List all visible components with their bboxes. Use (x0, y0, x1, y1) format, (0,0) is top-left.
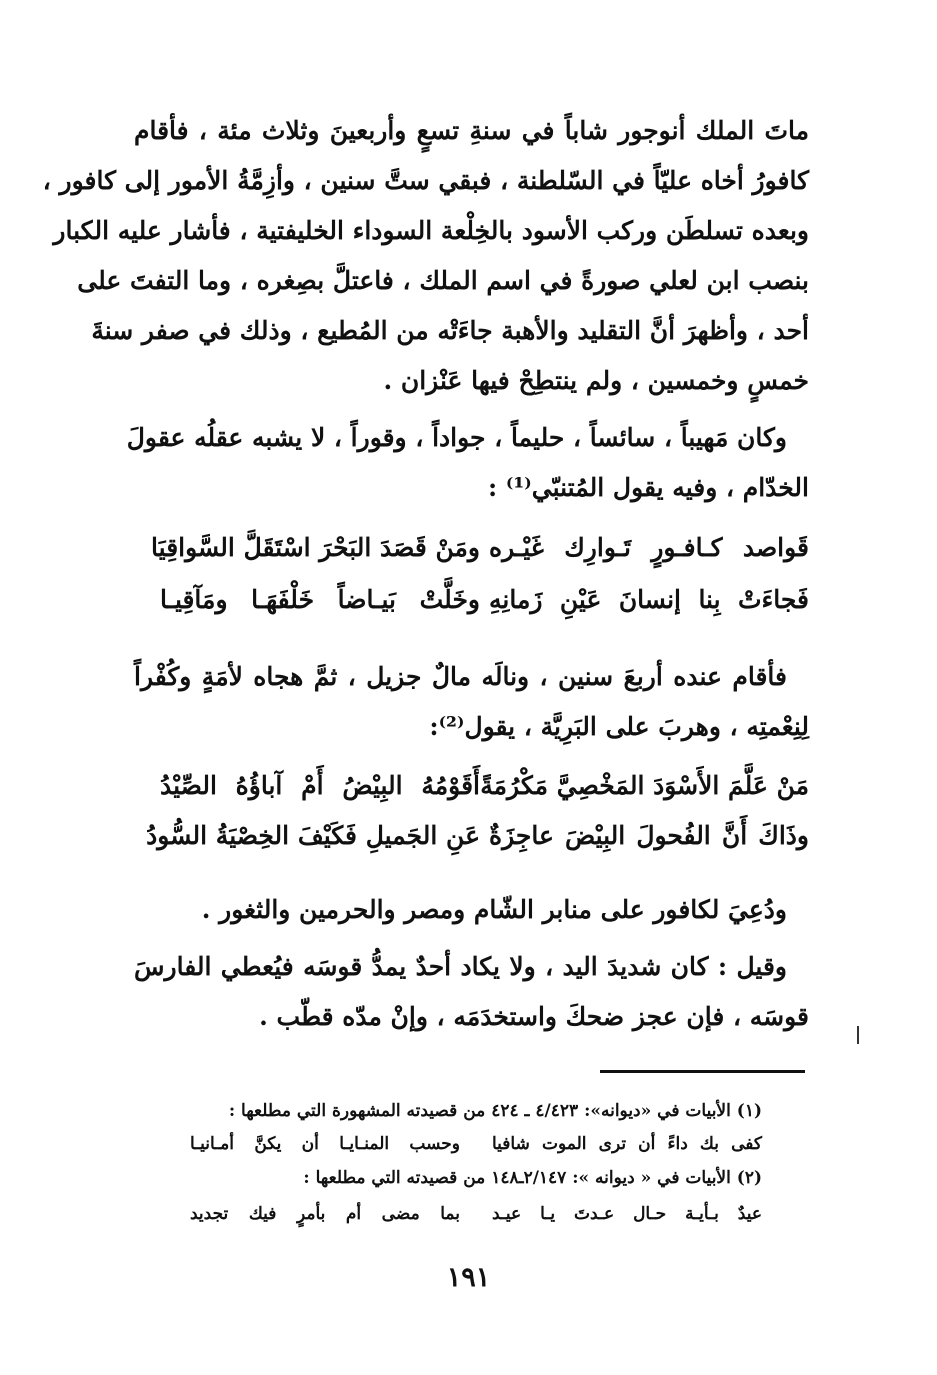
verse-second-hemistich: ومَنْ قَصَدَ البَحْرَ اسْتَقَلَّ السَّواقِيَا (151, 533, 480, 562)
footnote-verse-second: بما مضى أم بأمرٍ فيك تجديد (190, 1204, 460, 1224)
text-line: وقيل : كان شديدَ اليد ، ولا يكاد أحدٌ يمدُّ قوسَه فيُعطي الفارسَ (134, 952, 787, 981)
text-line: وبعده تسلطَن وركب الأسود بالخِلْعة السوداء الخليفتية ، فأشار عليه الكبار (53, 216, 809, 245)
footnote-verse (190, 1130, 762, 1158)
text-line: كافورُ أخاه عليّاً في السّلطنة ، فبقي ستَّ سنين ، وأزِمَّةُ الأمور إلى كافور ، (42, 166, 809, 195)
text-line: خمسٍ وخمسين ، ولم ينتطِحْ فيها عَنْزان . (383, 366, 809, 395)
footnote-verse-first: كفى بك داءً أن ترى الموت شافيا (492, 1134, 762, 1154)
text-line: لِنِعْمتِه ، وهربَ على البَرِيَّة ، يقول⁽²⁾: (429, 712, 809, 741)
text-line: بنصب ابن لعلي صورةً في اسم الملك ، فاعتلَّ بصِغره ، وما التفتَ على (77, 266, 809, 295)
footnote-verse-first: عيدٌ بـأيـة حـال عـدتَ يـا عيـد (492, 1204, 762, 1224)
text-line: الخدّام ، وفيه يقول المُتنبّي⁽¹⁾ : (487, 473, 809, 502)
text-line: ودُعِيَ لكافور على منابر الشّام ومصر والحرمين والثغور . (201, 895, 787, 924)
text-line: وكان مَهيباً ، سائساً ، حليماً ، جواداً ، وقوراً ، لا يشبه عقلُه عقولَ (126, 423, 787, 452)
footnote-verse-second: وحسب المنـايـا أن يكنَّ أمـانيـا (190, 1134, 460, 1154)
page-number: ١٩١ (446, 1262, 491, 1293)
footnote-verse (190, 1200, 762, 1228)
verse-first-hemistich: مَنْ عَلَّمَ الأَسْوَدَ المَخْصِيَّ مَكْرُمَةً (480, 771, 809, 800)
verse-row (160, 578, 809, 622)
verse-row (146, 814, 809, 858)
footnote-2: (٢) الأبيات في « ديوانه »: ٢/١٤٧ـ١٤٨ من قصيدته التي مطلعها : (303, 1168, 762, 1188)
margin-mark (857, 1026, 859, 1044)
text-line: فأقام عنده أربعَ سنين ، ونالَه مالٌ جزيل ، ثمَّ هجاه لأمَةٍ وكُفْراً (134, 662, 787, 691)
verse-first-hemistich: قَواصد كـافـورٍ تَـوارِك غَيْـره (489, 533, 809, 562)
verse-second-hemistich: عَنِ الجَميلِ فَكَيْفَ الخِصْيَةُ السُّودُ (146, 821, 480, 850)
text-line: أحد ، وأظهرَ أنَّ التقليد والأهبة جاءَتْه من المُطيع ، وذلك في صفر سنةَ (91, 316, 809, 345)
verse-row (151, 526, 809, 570)
verse-first-hemistich: فَجاءَتْ بِنا إنسانَ عَيْنِ زَمانِهِ (489, 585, 809, 614)
footnote-1: (١) الأبيات في «ديوانه»: ٤/٤٢٣ ـ ٤٢٤ من قصيدته المشهورة التي مطلعها : (228, 1101, 762, 1121)
footnote-divider (600, 1070, 805, 1073)
text-line: ماتَ الملك أنوجور شاباً في سنةِ تسعٍ وأربعينَ وثلاث مئة ، فأقام (134, 116, 809, 145)
text-line: قوسَه ، فإن عجز ضحكَ واستخدَمَه ، وإنْ مدّه قطّب . (259, 1002, 809, 1031)
verse-second-hemistich: وخَلَّتْ بَيـاضاً خَلْفَهَـا ومَآقِيـا (160, 585, 480, 614)
verse-first-hemistich: وذَاكَ أَنَّ الفُحولَ البِيْضَ عاجِزَةٌ (489, 821, 809, 850)
verse-second-hemistich: أَقَوْمُهُ البِيْضُ أَمْ آباؤُهُ الصِّيْدُ (160, 771, 480, 800)
verse-row (160, 764, 809, 808)
